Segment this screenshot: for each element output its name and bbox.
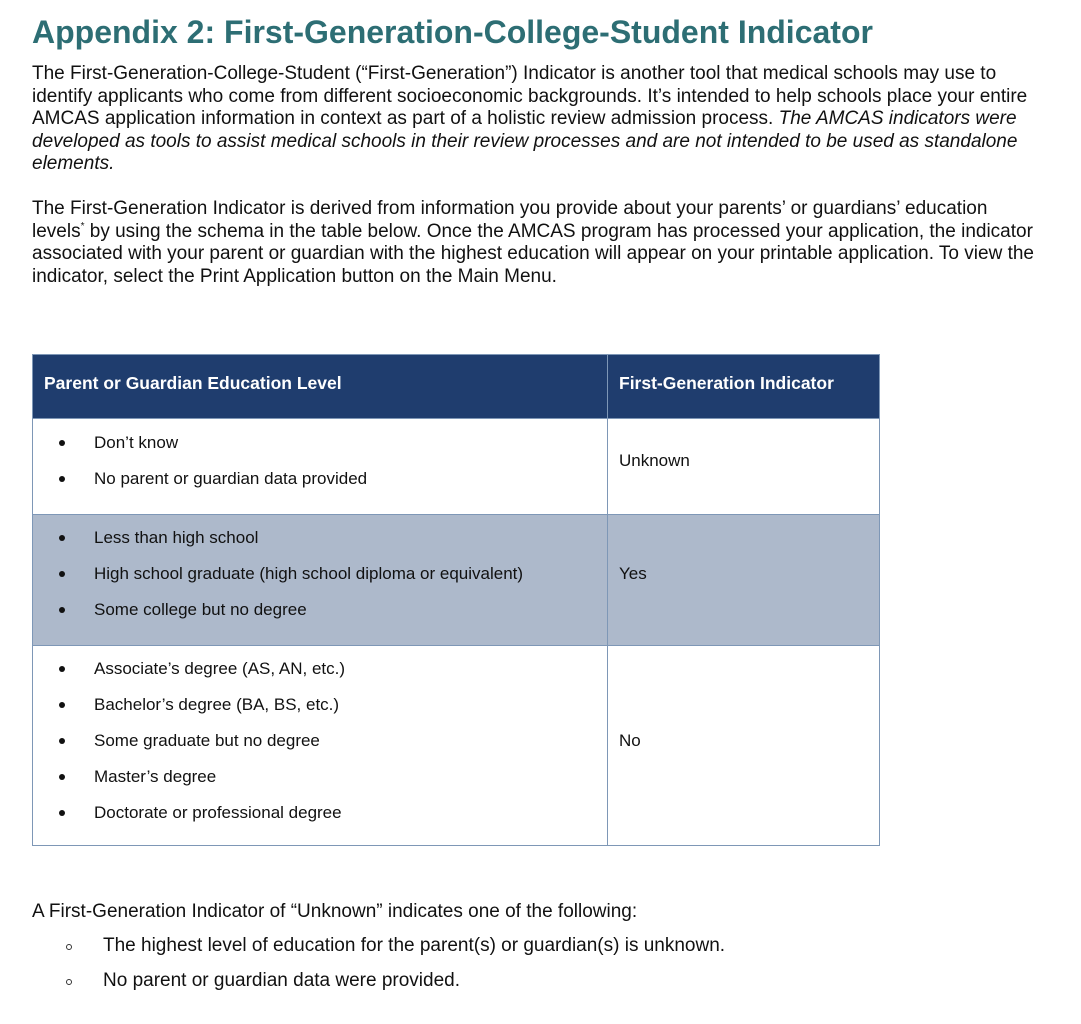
bullet-icon [59,810,65,816]
list-item [33,762,607,792]
schema-text-start: The First-Generation Indicator is derived from information you provide about your parents’ or guardians’ education levels [32,198,988,242]
list-item [33,559,607,589]
hollow-bullet-icon [66,979,72,985]
note-item-text: The highest level of education for the parent(s) or guardian(s) is unknown. [103,935,726,956]
list-item [33,798,607,828]
list-item [66,932,966,962]
bullet-icon [59,666,65,672]
education-level-label: Don’t know [94,433,179,452]
education-level-label: No parent or guardian data provided [94,469,368,488]
intro-italic-text: The AMCAS indicators were developed as tools to assist medical schools in their review processes and are not intended to be used as standalone elements. [32,108,1018,175]
education-level-label: Associate’s degree (AS, AN, etc.) [94,659,346,678]
bullet-icon [59,535,65,541]
page-title: Appendix 2: First-Generation-College-Student Indicator [32,14,873,50]
schema-paragraph [32,198,1042,288]
education-indicator-table [32,354,880,846]
education-level-label: Master’s degree [94,767,217,786]
header-education-level: Parent or Guardian Education Level [44,373,342,393]
indicator-value: Yes [619,564,647,583]
education-level-label: Less than high school [94,528,259,547]
table-row-yes [33,514,879,645]
table-row-unknown [33,418,879,514]
intro-text: The First-Generation-College-Student (“First-Generation”) Indicator is another tool that medical schools may use to identify applicants who come from different socioeconomic backgrounds. It’s intended to help schools place your entire AMCAS application information in context as part of a holistic review admission process. [32,63,1028,130]
intro-paragraph [32,63,1042,176]
unknown-note-heading: A First-Generation Indicator of “Unknown” indicates one of the following: [32,901,638,922]
schema-text-end: by using the schema in the table below. Once the AMCAS program has processed your application, the indicator associated with your parent or guardian with the highest education will appear on your printable application. To view the indicator, select the Print Application button on the Main Menu. [32,220,1034,287]
bullet-icon [59,738,65,744]
bullet-icon [59,440,65,446]
column-divider [607,355,608,845]
footnote-marker: * [80,220,85,232]
list-item [33,523,607,553]
table-header-row [33,355,879,418]
bullet-icon [59,476,65,482]
list-item [66,967,966,997]
education-level-label: High school graduate (high school diploma or equivalent) [94,564,524,583]
list-item [33,690,607,720]
note-item-text: No parent or guardian data were provided. [103,970,461,991]
education-level-label: Some college but no degree [94,600,307,619]
education-level-label: Bachelor’s degree (BA, BS, etc.) [94,695,340,714]
list-item [33,464,607,494]
bullet-icon [59,774,65,780]
hollow-bullet-icon [66,944,72,950]
list-item [33,726,607,756]
list-item [33,428,607,458]
bullet-icon [59,607,65,613]
education-level-label: Doctorate or professional degree [94,803,342,822]
list-item [33,595,607,625]
indicator-value: Unknown [619,451,690,470]
indicator-value: No [619,731,641,750]
education-level-label: Some graduate but no degree [94,731,320,750]
bullet-icon [59,571,65,577]
bullet-icon [59,702,65,708]
header-first-generation-indicator: First-Generation Indicator [619,373,834,393]
list-item [33,654,607,684]
table-row-no [33,645,879,845]
